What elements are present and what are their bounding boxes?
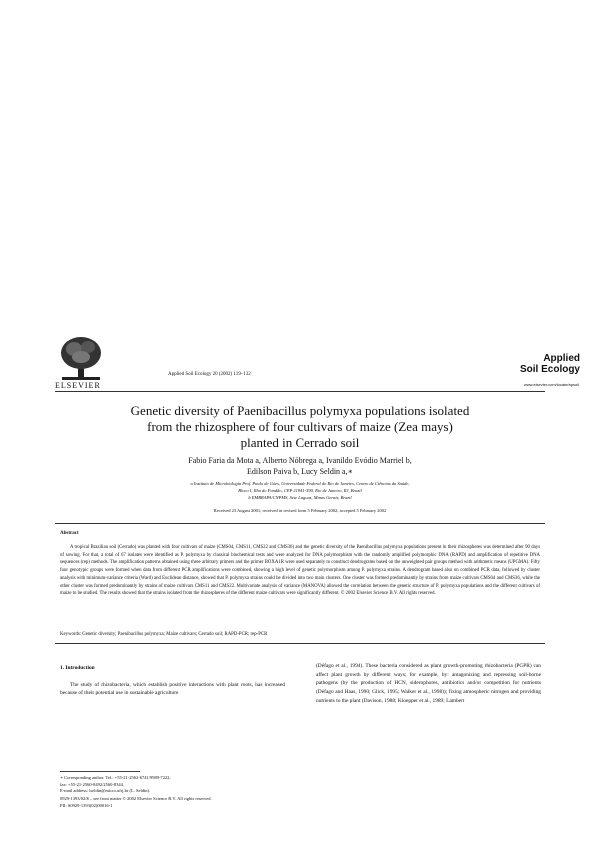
affiliation-a-line1: a Instituto de Microbiologia Prof. Paulo de Góes, Universidade Federal do Rio de Janeiro, Centro de Ciências da Saúde, [190, 481, 410, 486]
abstract-text: A tropical Brazilian soil (Cerrado) was planted with four cultivars of maize (CMS04, CMS11, CMS22 and CMS36) and the genetic diversity of the Paenibacillus polymyxa populations present in their rhizospheres was determined after 90 days of sowing. For that, a total of 67 isolates were identified as P. polymyxa by classical biochemical tests and were analyzed for DNA polymorphism with the randomly amplified polymorphic DNA (RAPD) and amplification of repetitive DNA sequences (rep) methods. The amplification patterns obtained using three arbitrary primers and the primer BOXA1R were used separately to construct dendrograms based on the unweighted pair groups method with arithmetic means (UPGMA). Fifty four genotypic groups were formed when data from different PCR amplifications were combined, showing a high level of genetic polymorphism among P. polymyxa strains. A dendrogram based also on combined PCR data, followed by cluster analysis with minimum-variance criteria (Ward) and Euclidean distance, showed that P. polymyxa strains could be divided into two main clusters. One cluster was formed predominantly by strains from maize cultivars CMS04 and CMS36, while the other cluster was formed predominantly by strains of maize cultivars CMS11 and CMS22. Multivariate analysis of variance (MANOVA) allowed the correlation between the genetic structure of P. polymyxa populations and the different cultivars of maize to be studied. The results showed that the strains isolated from the rhizospheres of the different maize cultivars were significantly different. © 2002 Elsevier Science B.V. All rights reserved. [60, 545, 540, 597]
journal-url[interactable]: www.elsevier.com/locate/apsoil [523, 382, 579, 387]
received-dates: Received 23 August 2001; received in revised form 5 February 2002; accepted 5 February 2002 [213, 508, 387, 513]
journal-title-line2: Soil Ecology [519, 364, 580, 375]
pii-line: PII: S0929-1393(02)00016-1 [60, 803, 113, 808]
keywords: Keywords: Genetic diversity; Paenibacillus polymyxa; Maize cultivars; Cerrado soil; RAPD-PCR; rep-PCR [60, 632, 268, 637]
author-list [60, 455, 540, 477]
issn-line: 0929-1393/02/$ – see front matter © 2002 Elsevier Science B.V. All rights reserved. [60, 796, 212, 801]
issn-block [60, 795, 540, 809]
title-line-2: from the rhizosphere of four cultivars of maize (Zea mays) [147, 419, 453, 434]
publisher-name: ELSEVIER [55, 381, 101, 390]
abstract-bottom-rule [55, 643, 545, 644]
intro-paragraph-right: (Défago et al., 1994). These bacteria considered as plant growth-promoting rhizobacteria (PGPR) can affect plant growth by different ways; for example, by: antagonizing and repressing soil-borne pathogens (by the production of HCN, siderophores, antibiotics and/or competition for nutrients (Défago and Haas, 1990; Glick, 1995; Walker et al., 1998)); fixing atmospheric nitrogen and providing nutrients to the plant (Davison, 1988; Kloepper et al., 1989; Lambert [316, 663, 541, 704]
journal-citation: Applied Soil Ecology 20 (2002) 119–132 [168, 372, 251, 377]
elsevier-tree-icon [58, 335, 104, 381]
title-line-1: Genetic diversity of Paenibacillus polymyxa populations isolated [130, 403, 470, 418]
abstract-heading: Abstract [60, 531, 79, 536]
footnote-rule [60, 771, 140, 772]
header-rule [55, 391, 545, 392]
title-line-3: planted in Cerrado soil [240, 435, 360, 450]
intro-paragraph-left: The study of rhizobacteria, which establish positive interactions with plant roots, has increased because of their potential use in sustainable agriculture [60, 681, 285, 697]
article-title [60, 403, 540, 451]
authors-line-2: Edilson Paiva b, Lucy Seldin a,∗ [246, 467, 354, 476]
affiliation-b: b EMBRAPA/CNPMS, Sete Lagoas, Minas Gerais, Brazil [248, 495, 352, 500]
affiliations [60, 480, 540, 501]
abstract-top-rule [55, 523, 545, 524]
journal-title-line1: Applied [543, 353, 580, 364]
footnote-email[interactable]: E-mail address: lseldin@micro.ufrj.br (L. Seldin). [60, 788, 151, 793]
abstract-body [60, 544, 540, 598]
right-column [316, 662, 541, 706]
affiliation-a-line2: Bloco I, Ilha do Fundão, CEP 21941-590, Rio de Janeiro, RJ, Brazil [238, 488, 362, 493]
footnote-line1: ∗ Corresponding author. Tel.: +55-21-2562-6741/9989-7222; [60, 775, 171, 780]
journal-title [490, 353, 580, 375]
left-column [60, 664, 285, 698]
footnote-line2: fax: +55-21-2560-8492/2560-8344. [60, 781, 125, 787]
corresponding-author-footnote [60, 775, 285, 795]
authors-line-1: Fabio Faria da Mota a, Alberto Nóbrega a, Ivanildo Evódio Marriel b, [188, 456, 412, 465]
section-heading-introduction: 1. Introduction [60, 665, 95, 671]
